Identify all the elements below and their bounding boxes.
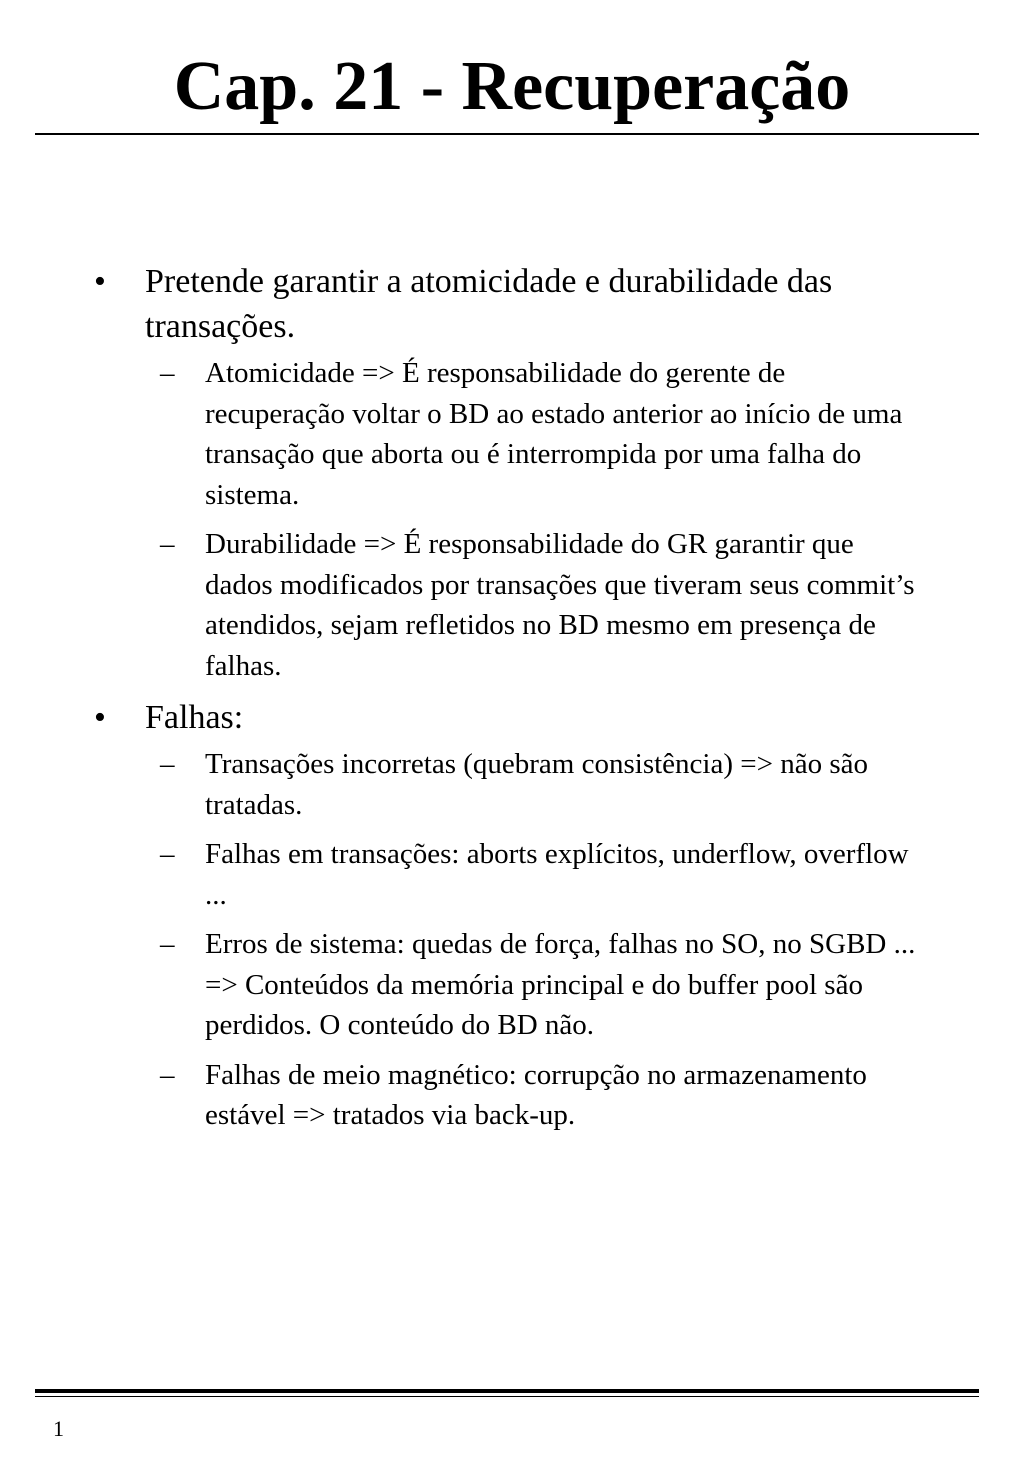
footer-divider-thick <box>35 1389 979 1393</box>
sub-item <box>0 744 925 825</box>
bullet-item <box>0 259 935 349</box>
dash-marker: – <box>160 838 175 870</box>
sub-item-text: Falhas em transações: aborts explícitos, underflow, overflow ... <box>205 838 909 911</box>
sub-item <box>0 524 925 686</box>
sub-item <box>0 1055 925 1136</box>
sub-item <box>0 924 925 1046</box>
dash-marker: – <box>160 928 175 960</box>
sub-item <box>0 834 925 915</box>
page-title: Cap. 21 - Recuperação <box>173 48 851 125</box>
footer-divider-thin <box>35 1396 979 1397</box>
sub-item <box>0 353 925 515</box>
sub-item-text: Erros de sistema: quedas de força, falhas no SO, no SGBD ... => Conteúdos da memória principal e do buffer pool são perdidos. O conteúdo do BD não. <box>205 928 916 1041</box>
bullet-marker: • <box>94 263 106 300</box>
sub-item-text: Atomicidade => É responsabilidade do gerente de recuperação voltar o BD ao estado anterior ao início de uma transação que aborta ou é interrompida por uma falha do sistema. <box>205 357 903 511</box>
dash-marker: – <box>160 1058 175 1091</box>
dash-marker: – <box>160 748 175 780</box>
dash-marker: – <box>160 357 175 389</box>
bullet-text: Pretende garantir a atomicidade e durabilidade das transações. <box>145 263 833 345</box>
dash-marker: – <box>160 528 175 560</box>
bullet-marker: • <box>94 699 106 736</box>
sub-item-text: Transações incorretas (quebram consistência) => não são tratadas. <box>205 748 868 821</box>
slide-content <box>0 259 1024 1136</box>
page-number: 1 <box>53 1416 64 1441</box>
title-divider <box>35 133 979 135</box>
bullet-text: Falhas: <box>145 699 244 736</box>
sub-item-text: Falhas de meio magnético: corrupção no armazenamento estável => tratados via back-up. <box>205 1058 867 1131</box>
bullet-item <box>0 695 935 740</box>
sub-item-text: Durabilidade => É responsabilidade do GR garantir que dados modificados por transações que tiveram seus commit’s atendidos, sejam refletidos no BD mesmo em presença de falhas. <box>205 528 915 682</box>
